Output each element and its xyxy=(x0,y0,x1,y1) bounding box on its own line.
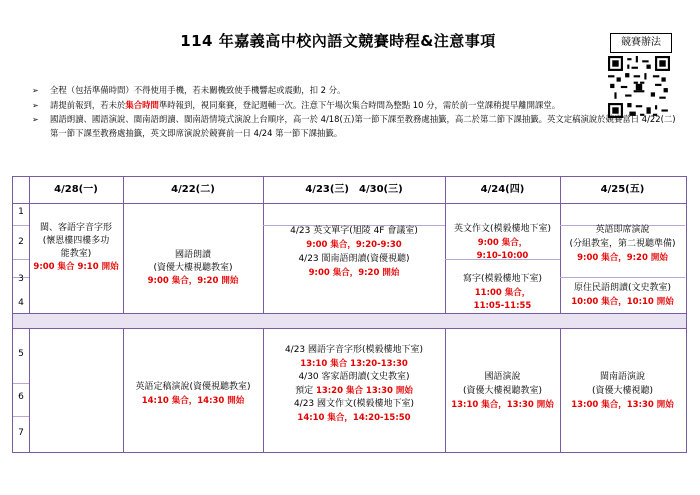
row-divider xyxy=(13,225,29,226)
row-number: 7 xyxy=(18,428,24,438)
event-cell: 英語定稿演說(資優視聽教室) 14:10 集合，14:30 開始 xyxy=(135,382,251,406)
arrow-bullet-icon: ➢ xyxy=(32,100,39,110)
event-cell: 英語即席演說 (分組教室，第二視聽準備) 9:00 集合，9:20 開始 xyxy=(569,225,676,263)
event-cell: 4/23 國語字音字形(模毅樓地下室) 13:10 集合 13:20-13:30 4/30 客家語朗讀(文史教室) 預定 13:20 集合 13:30 開始 4/23 國文作文(模毅樓地下室) 14:10 集合，14:20-15:50 xyxy=(284,345,424,423)
row-number: 2 xyxy=(18,237,24,247)
header-date: 4/24(四) xyxy=(480,184,525,195)
row-number: 4 xyxy=(18,298,24,308)
event-cell: 國語朗讀 (資優大樓視聽教室) 9:00 集合，9:20 開始 xyxy=(147,250,239,286)
arrow-bullet-icon: ➢ xyxy=(32,86,39,95)
event-cell: 閩南語演說 (資優大樓視聽) 13:00 集合，13:30 開始 xyxy=(571,372,674,410)
header-date: 4/23(三) 4/30(三) xyxy=(305,184,403,195)
table-header xyxy=(13,177,686,204)
event-cell: 英文作文(模毅樓地下室) 9:00 集合， 9:10-10:00 xyxy=(453,224,552,261)
row-number: 6 xyxy=(18,392,24,402)
qr-label: 競賽辦法 xyxy=(610,33,672,53)
header-date: 4/22(二) xyxy=(171,184,215,195)
note-item: ➢ 全程（包括準備時間）不得使用手機，若未關機致使手機響起或震動，扣 2 分。 xyxy=(32,84,680,98)
event-cell: 4/23 英文單字(旭陵 4F 會議室) 9:00 集合，9:20-9:30 4/23 閩南語朗讀(資優視聽) 9:00 集合，9:20 開始 xyxy=(290,226,418,278)
row-number: 3 xyxy=(18,274,24,284)
event-cell: 國語演說 (資優大樓視聽教室) 13:10 集合，13:30 開始 xyxy=(451,372,554,410)
row-number: 5 xyxy=(18,349,24,359)
page-title: 114 年嘉義高中校內語文競賽時程&注意事項 xyxy=(180,32,496,50)
row-divider xyxy=(13,259,29,260)
note-item: ➢ 國語朗讀、國語演說、閩南語朗讀、閩南語情境式演說上台順序，高一於 4/18(五)第一節下課至教務處抽籤，高二於第二節下課抽籤。英文定稿演說於競賽當日 4/22(二)第一節下課至教務處抽籤，英文即席演說於競賽前一日 4/24 第一節下課抽籤。 xyxy=(32,114,676,138)
row-number: 1 xyxy=(18,207,24,217)
note-item: ➢ 請提前報到，若未於集合時間準時報到，視同棄賽，登記週輔一次。注意下午場次集合時間為整點 10 分，需於前一堂課稍提早離開課堂。 xyxy=(32,99,680,113)
row-divider xyxy=(13,416,29,417)
arrow-bullet-icon: ➢ xyxy=(32,115,39,124)
schedule-table xyxy=(12,176,687,453)
header-date: 4/28(一) xyxy=(54,184,98,195)
row-divider xyxy=(13,383,29,384)
event-cell: 閩、客語字音字形 (懷恩樓四樓多功 能教室) 9:00 集合 9:10 開始 xyxy=(33,223,119,272)
event-cell: 寫字(模毅樓地下室) 11:00 集合， 11:05-11:55 xyxy=(462,274,543,311)
event-cell: 原住民語朗讀(文史教室) 10:00 集合，10:10 開始 xyxy=(571,283,674,307)
notes-list xyxy=(32,84,680,141)
header-date: 4/25(五) xyxy=(600,184,645,195)
row-divider xyxy=(560,277,685,278)
lunch-separator xyxy=(13,313,686,329)
